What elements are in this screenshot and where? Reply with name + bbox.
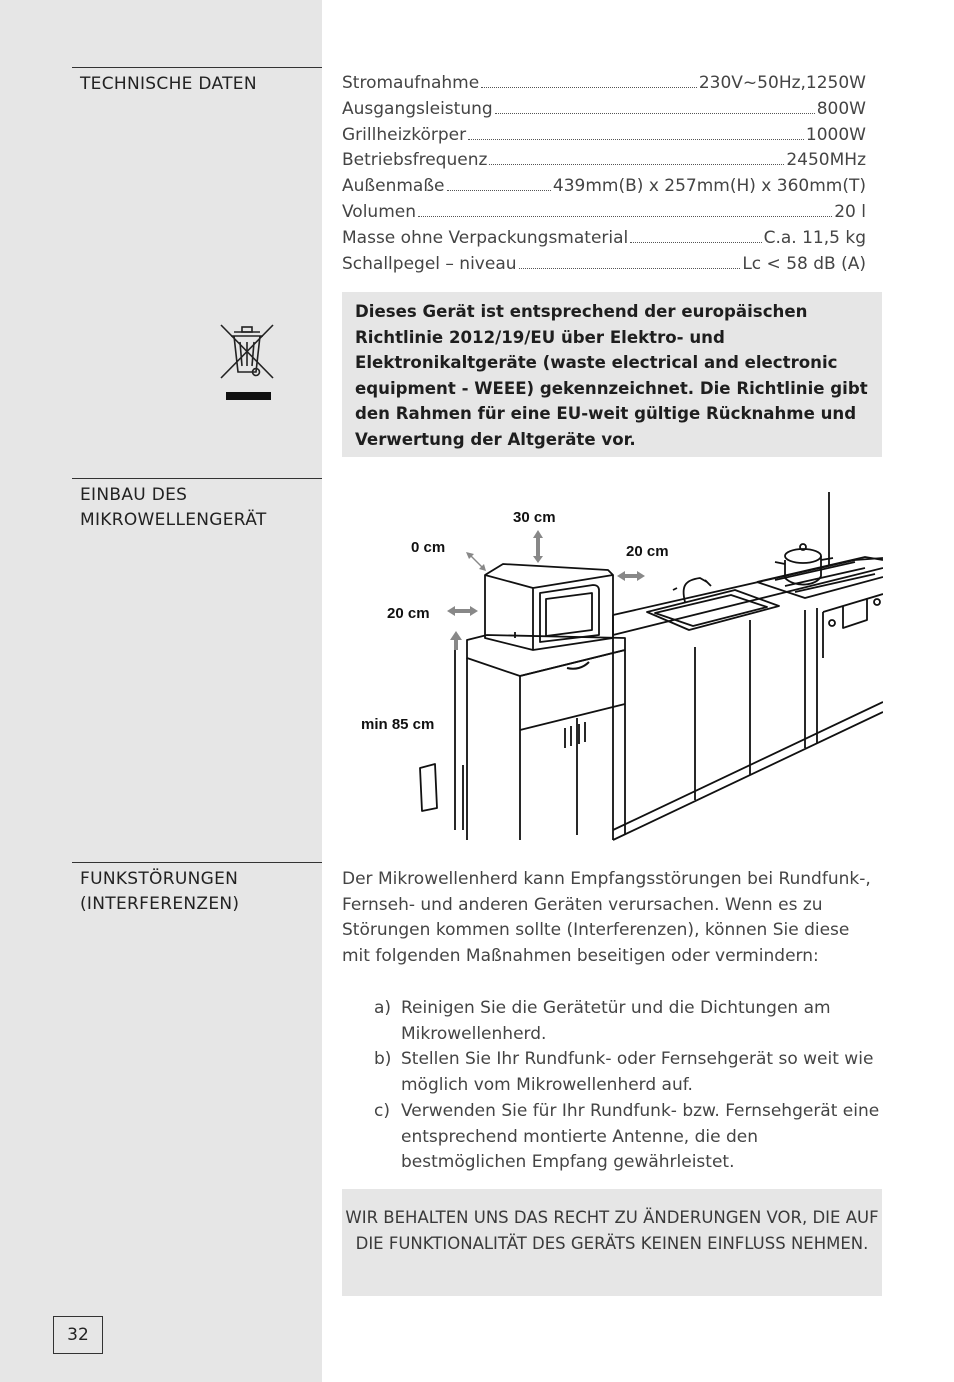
disclaimer-text: WIR BEHALTEN UNS DAS RECHT ZU ÄNDERUNGEN VOR, DIE AUF DIE FUNKTIONALITÄT DES GERÄTS KEINEN EINFLUSS NEHMEN. (345, 1208, 879, 1253)
label-left-clearance: 20 cm (387, 605, 430, 622)
clearance-arrow-top (533, 530, 543, 563)
section-title-interference-line1: FUNKSTÖRUNGEN (80, 869, 239, 889)
spec-label: Betriebsfrequenz (342, 150, 488, 171)
clearance-arrow-left (447, 606, 478, 616)
spec-value: 439mm(B) x 257mm(H) x 360mm(T) (552, 176, 866, 197)
spec-value: 1000W (805, 124, 866, 145)
side-cabinet (467, 650, 625, 840)
spec-row (342, 125, 866, 151)
list-marker: c) (374, 1100, 390, 1121)
cabinet-handles (565, 722, 585, 748)
spec-value: 800W (816, 98, 866, 119)
spec-value: C.a. 11,5 kg (763, 227, 866, 248)
spec-value: 2450MHz (786, 150, 866, 171)
spec-label: Ausgangsleistung (342, 98, 493, 119)
section-title-install (80, 483, 315, 533)
leader-dots (418, 216, 832, 217)
list-marker: b) (374, 1049, 392, 1070)
spec-label: Masse ohne Verpackungsmaterial (342, 227, 629, 248)
page-number: 32 (53, 1316, 103, 1354)
section-title-interference-line2: (INTERFERENZEN) (80, 894, 240, 914)
spec-label: Grillheizkörper (342, 124, 467, 145)
leader-dots (481, 87, 697, 88)
crossed-out-wheelie-bin-icon (218, 322, 276, 404)
section-title-tech-text: TECHNISCHE DATEN (80, 74, 257, 94)
section-rule-interference (72, 862, 322, 863)
spec-row (342, 150, 866, 176)
spec-row (342, 202, 866, 228)
spec-row (342, 99, 866, 125)
section-title-install-line2: MIKROWELLENGERÄT (80, 510, 267, 530)
clearance-arrow-right (617, 571, 645, 581)
interference-measures-list (374, 996, 884, 1176)
spec-row (342, 73, 866, 99)
list-marker: a) (374, 998, 392, 1018)
list-item (374, 1047, 884, 1098)
section-rule-install (72, 478, 322, 479)
spec-table (342, 73, 866, 279)
spec-label: Stromaufnahme (342, 73, 480, 93)
wall-socket (420, 764, 437, 811)
section-title-interference (80, 867, 315, 917)
list-item-text: Stellen Sie Ihr Rundfunk- oder Fernsehgerät so weit wie möglich vom Mikrowellenherd auf. (401, 1049, 874, 1096)
leader-dots (489, 164, 784, 165)
section-title-tech (80, 72, 315, 97)
interference-intro: Der Mikrowellenherd kann Empfangsstörungen bei Rundfunk-, Fernseh- und anderen Geräten verursachen. Wenn es zu Störungen kommen sollte (Interferenzen), können Sie diese mit folgenden Maßnahmen beseitigen oder vermindern: (342, 869, 871, 967)
spec-value: 230V~50Hz,1250W (698, 73, 866, 93)
spec-label: Außenmaße (342, 176, 445, 197)
cabinet-base (613, 702, 883, 840)
label-back-clearance: 0 cm (411, 539, 446, 556)
spec-row (342, 228, 866, 254)
list-item-text: Verwenden Sie für Ihr Rundfunk- bzw. Fernsehgerät eine entsprechend montierte Antenne, die den bestmöglichen Empfang gewährleistet. (401, 1100, 880, 1173)
leader-dots (519, 268, 741, 269)
spec-value: 20 l (834, 201, 866, 222)
clearance-arrow-back (466, 552, 486, 571)
list-item (374, 1099, 884, 1176)
label-right-clearance: 20 cm (626, 543, 669, 560)
spec-value: Lc < 58 dB (A) (742, 253, 866, 274)
leader-dots (630, 242, 761, 243)
weee-notice-text: Dieses Gerät ist entsprechend der europäischen Richtlinie 2012/19/EU über Elektro- und Elektronikaltgeräte (waste electrical and electronic equipment - WEEE) gekennzeichnet. Die Richtlinie gibt den Rahmen für eine EU-weit gültige Rücknahme und Verwertung der Altgeräte vor. (355, 302, 868, 449)
leader-dots (447, 190, 551, 191)
spec-row (342, 254, 866, 280)
installation-clearance-diagram (355, 490, 883, 845)
spec-label: Volumen (342, 201, 417, 222)
label-top-clearance: 30 cm (513, 509, 556, 526)
spec-label: Schallpegel – niveau (342, 253, 517, 274)
leader-dots (495, 113, 815, 114)
spec-row (342, 176, 866, 202)
list-item (374, 996, 884, 1047)
height-arrow (450, 631, 462, 650)
list-item-text: Reinigen Sie die Gerätetür und die Dichtungen am Mikrowellenherd. (401, 998, 831, 1044)
leader-dots (468, 139, 804, 140)
label-min-height: min 85 cm (361, 716, 435, 733)
left-sidebar (0, 0, 322, 1382)
section-rule-tech (72, 67, 322, 68)
section-title-install-line1: EINBAU DES (80, 485, 188, 505)
